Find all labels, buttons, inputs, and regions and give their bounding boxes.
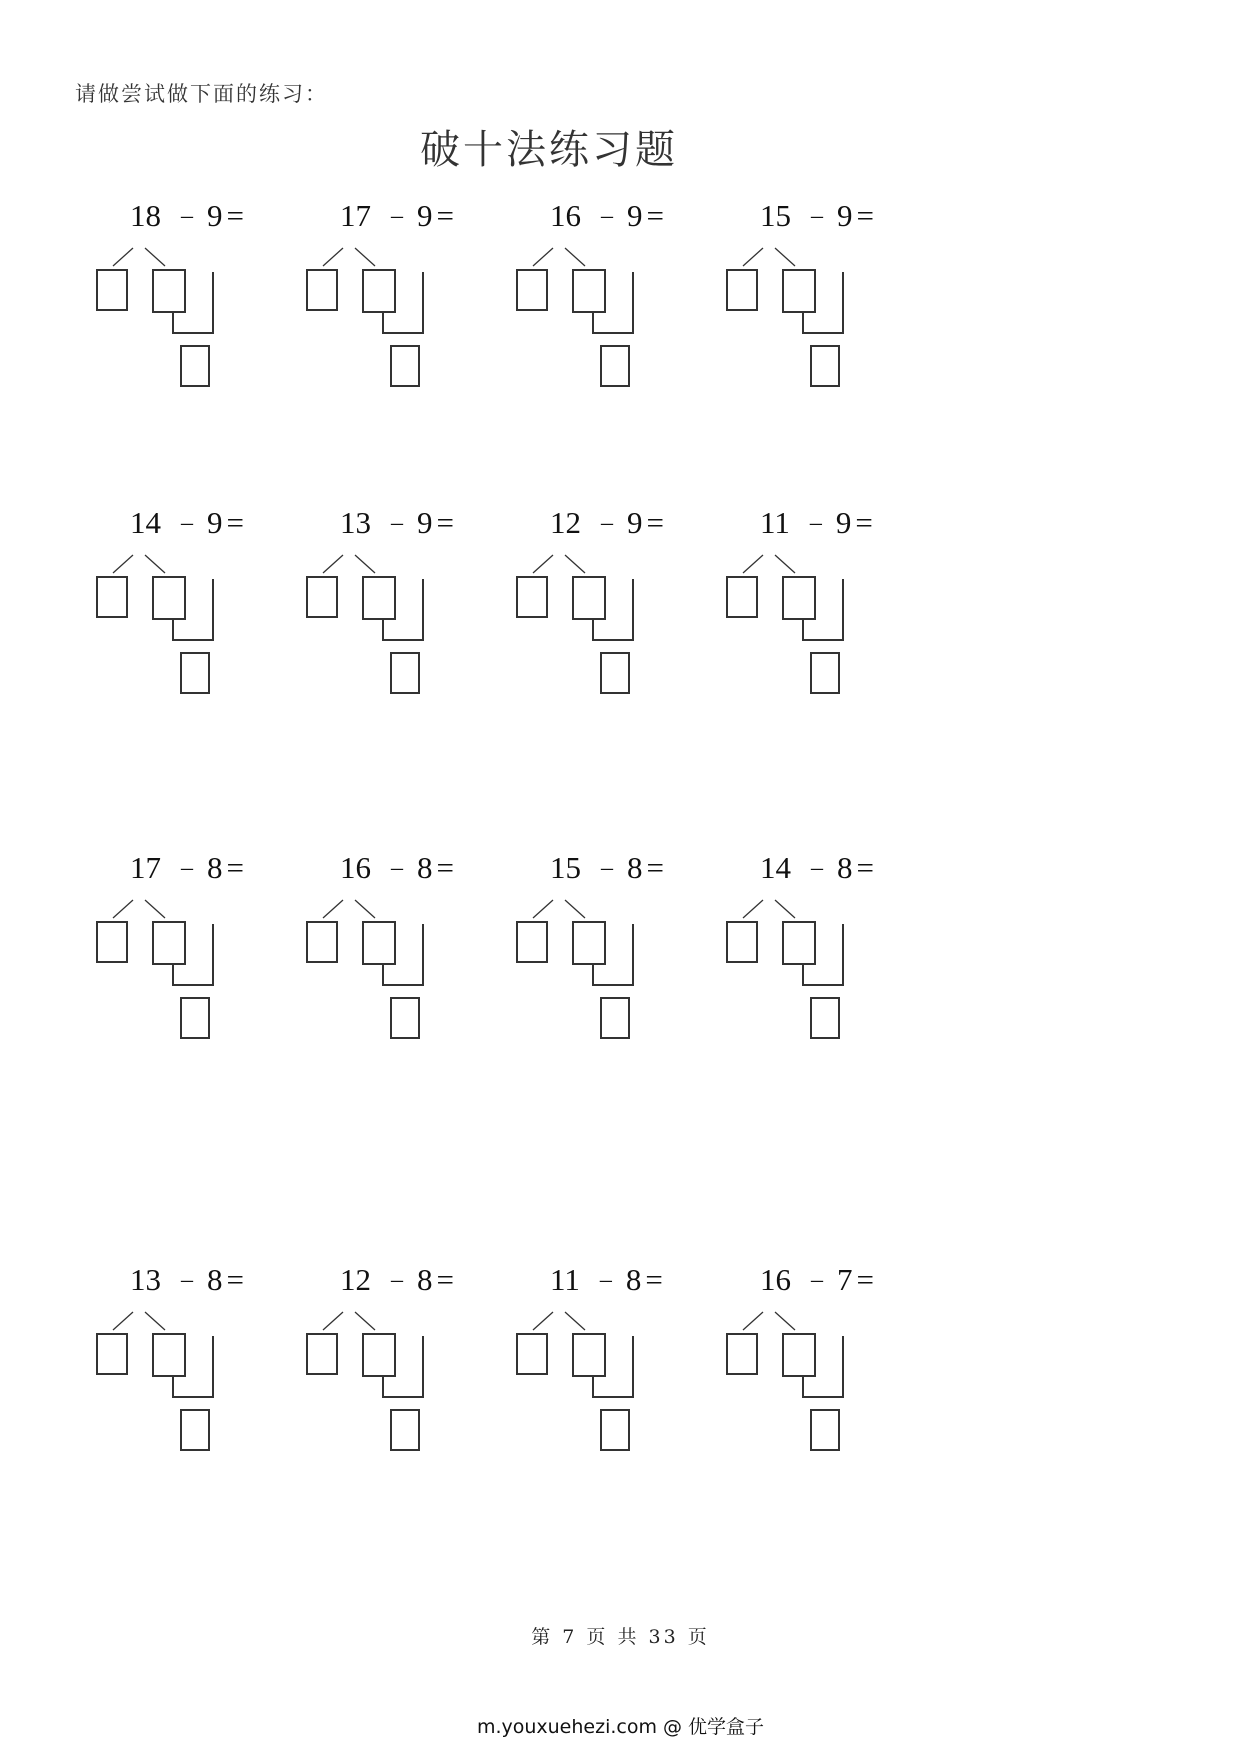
subtraction-problem xyxy=(515,505,745,735)
bracket-line xyxy=(593,579,633,640)
left-branch-line xyxy=(113,900,133,918)
decomposition-diagram xyxy=(95,890,235,1050)
right-branch-line xyxy=(775,1312,795,1330)
bracket-line xyxy=(593,272,633,333)
result-box[interactable] xyxy=(391,653,419,693)
minus-sign: – xyxy=(601,855,613,881)
subtrahend-number: 9 xyxy=(417,505,433,540)
problem-equation xyxy=(340,1262,454,1298)
result-box[interactable] xyxy=(811,1410,839,1450)
answer-box[interactable] xyxy=(727,270,757,310)
bracket-line xyxy=(803,272,843,333)
minus-sign: – xyxy=(601,510,613,536)
minuend-number: 13 xyxy=(130,1262,161,1297)
result-box[interactable] xyxy=(181,653,209,693)
answer-box[interactable] xyxy=(517,270,547,310)
minus-sign: – xyxy=(391,510,403,536)
answer-box[interactable] xyxy=(517,1334,547,1374)
subtrahend-number: 8 xyxy=(417,1262,433,1297)
equals-sign: = xyxy=(226,850,244,885)
left-branch-line xyxy=(533,1312,553,1330)
result-box[interactable] xyxy=(811,653,839,693)
subtrahend-number: 9 xyxy=(207,505,223,540)
equals-sign: = xyxy=(856,198,874,233)
result-box[interactable] xyxy=(601,653,629,693)
subtraction-problem xyxy=(515,850,745,1080)
minuend-number: 18 xyxy=(130,198,161,233)
answer-box[interactable] xyxy=(307,577,337,617)
minus-sign: – xyxy=(601,203,613,229)
right-branch-line xyxy=(145,248,165,266)
subtraction-problem xyxy=(515,1262,745,1492)
subtrahend-number: 9 xyxy=(627,198,643,233)
decomposition-diagram xyxy=(725,238,865,398)
equals-sign: = xyxy=(646,198,664,233)
decomposition-diagram xyxy=(95,545,235,705)
subtrahend-number: 9 xyxy=(207,198,223,233)
problem-equation xyxy=(550,198,664,234)
right-branch-line xyxy=(355,900,375,918)
answer-box[interactable] xyxy=(363,922,395,964)
bracket-line xyxy=(173,924,213,985)
answer-box[interactable] xyxy=(97,1334,127,1374)
subtrahend-number: 9 xyxy=(627,505,643,540)
left-branch-line xyxy=(113,248,133,266)
subtraction-problem xyxy=(515,198,745,428)
right-branch-line xyxy=(145,555,165,573)
equals-sign: = xyxy=(646,850,664,885)
right-branch-line xyxy=(355,1312,375,1330)
minus-sign: – xyxy=(391,203,403,229)
answer-box[interactable] xyxy=(363,1334,395,1376)
left-branch-line xyxy=(533,555,553,573)
answer-box[interactable] xyxy=(363,577,395,619)
left-branch-line xyxy=(113,555,133,573)
problem-equation xyxy=(340,850,454,886)
decomposition-diagram xyxy=(305,545,445,705)
bracket-line xyxy=(803,579,843,640)
bracket-line xyxy=(383,924,423,985)
right-branch-line xyxy=(565,900,585,918)
minus-sign: – xyxy=(391,1267,403,1293)
decomposition-diagram xyxy=(95,238,235,398)
minuend-number: 11 xyxy=(760,505,790,540)
problem-equation xyxy=(550,505,664,541)
answer-box[interactable] xyxy=(307,922,337,962)
worksheet-title: 破十法练习题 xyxy=(420,127,678,173)
right-branch-line xyxy=(145,1312,165,1330)
result-box[interactable] xyxy=(181,998,209,1038)
bracket-line xyxy=(593,1336,633,1397)
right-branch-line xyxy=(775,900,795,918)
subtraction-problem xyxy=(305,1262,535,1492)
minus-sign: – xyxy=(809,510,822,536)
subtraction-problem xyxy=(305,198,535,428)
result-box[interactable] xyxy=(181,1410,209,1450)
subtraction-problem xyxy=(95,850,325,1080)
left-branch-line xyxy=(323,555,343,573)
problem-equation xyxy=(760,850,874,886)
result-box[interactable] xyxy=(391,998,419,1038)
result-box[interactable] xyxy=(391,1410,419,1450)
right-branch-line xyxy=(355,248,375,266)
subtrahend-number: 8 xyxy=(207,850,223,885)
minuend-number: 16 xyxy=(550,198,581,233)
answer-box[interactable] xyxy=(307,270,337,310)
minuend-number: 17 xyxy=(130,850,161,885)
problem-equation xyxy=(130,198,244,234)
equals-sign: = xyxy=(856,850,874,885)
answer-box[interactable] xyxy=(783,922,815,964)
answer-box[interactable] xyxy=(153,577,185,619)
right-branch-line xyxy=(145,900,165,918)
minus-sign: – xyxy=(181,510,193,536)
equals-sign: = xyxy=(226,505,244,540)
subtraction-problem xyxy=(305,850,535,1080)
decomposition-diagram xyxy=(305,238,445,398)
decomposition-diagram xyxy=(515,238,655,398)
problem-equation xyxy=(550,850,664,886)
answer-box[interactable] xyxy=(97,922,127,962)
subtraction-problem xyxy=(725,850,955,1080)
decomposition-diagram xyxy=(95,1302,235,1462)
minuend-number: 15 xyxy=(550,850,581,885)
subtraction-problem xyxy=(725,1262,955,1492)
page-number: 第 7 页 共 33 页 xyxy=(531,1626,710,1648)
problem-equation xyxy=(340,198,454,234)
left-branch-line xyxy=(743,248,763,266)
equals-sign: = xyxy=(645,1262,663,1297)
minus-sign: – xyxy=(181,203,193,229)
equals-sign: = xyxy=(436,198,454,233)
subtraction-problem xyxy=(725,505,955,735)
result-box[interactable] xyxy=(181,346,209,386)
right-branch-line xyxy=(565,248,585,266)
answer-box[interactable] xyxy=(517,577,547,617)
equals-sign: = xyxy=(436,1262,454,1297)
right-branch-line xyxy=(565,555,585,573)
problem-equation xyxy=(340,505,454,541)
minuend-number: 17 xyxy=(340,198,371,233)
subtrahend-number: 8 xyxy=(625,1262,642,1297)
bracket-line xyxy=(803,1336,843,1397)
minuend-number: 16 xyxy=(340,850,371,885)
right-branch-line xyxy=(775,555,795,573)
problem-equation xyxy=(130,1262,244,1298)
answer-box[interactable] xyxy=(727,1334,757,1374)
equals-sign: = xyxy=(436,850,454,885)
answer-box[interactable] xyxy=(573,577,605,619)
equals-sign: = xyxy=(855,505,873,540)
equals-sign: = xyxy=(226,198,244,233)
decomposition-diagram xyxy=(305,1302,445,1462)
bracket-line xyxy=(173,1336,213,1397)
result-box[interactable] xyxy=(601,346,629,386)
subtraction-problem xyxy=(725,198,955,428)
bracket-line xyxy=(173,579,213,640)
answer-box[interactable] xyxy=(153,1334,185,1376)
answer-box[interactable] xyxy=(153,270,185,312)
minuend-number: 12 xyxy=(550,505,581,540)
bracket-line xyxy=(383,1336,423,1397)
intro-text: 请做尝试做下面的练习： xyxy=(75,82,328,106)
decomposition-diagram xyxy=(725,890,865,1050)
right-branch-line xyxy=(355,555,375,573)
minuend-number: 15 xyxy=(760,198,791,233)
subtrahend-number: 9 xyxy=(837,198,853,233)
subtrahend-number: 8 xyxy=(417,850,433,885)
minus-sign: – xyxy=(599,1267,612,1293)
bracket-line xyxy=(803,924,843,985)
bracket-line xyxy=(383,579,423,640)
subtrahend-number: 8 xyxy=(207,1262,223,1297)
left-branch-line xyxy=(113,1312,133,1330)
decomposition-diagram xyxy=(515,545,655,705)
subtrahend-number: 7 xyxy=(837,1262,853,1297)
decomposition-diagram xyxy=(305,890,445,1050)
site-footer: m.youxuehezi.com @ 优学盒子 xyxy=(476,1716,765,1738)
problem-equation xyxy=(760,505,873,541)
answer-box[interactable] xyxy=(727,577,757,617)
minus-sign: – xyxy=(811,203,823,229)
result-box[interactable] xyxy=(811,346,839,386)
problem-equation xyxy=(130,505,244,541)
minus-sign: – xyxy=(811,1267,823,1293)
minuend-number: 14 xyxy=(760,850,791,885)
answer-box[interactable] xyxy=(573,1334,605,1376)
decomposition-diagram xyxy=(515,1302,655,1462)
subtraction-problem xyxy=(95,198,325,428)
left-branch-line xyxy=(743,555,763,573)
problem-equation xyxy=(760,1262,874,1298)
left-branch-line xyxy=(743,1312,763,1330)
minuend-number: 16 xyxy=(760,1262,791,1297)
answer-box[interactable] xyxy=(573,270,605,312)
subtrahend-number: 9 xyxy=(417,198,433,233)
minuend-number: 13 xyxy=(340,505,371,540)
problem-equation xyxy=(550,1262,663,1298)
minus-sign: – xyxy=(181,855,193,881)
answer-box[interactable] xyxy=(97,270,127,310)
left-branch-line xyxy=(323,1312,343,1330)
left-branch-line xyxy=(533,900,553,918)
answer-box[interactable] xyxy=(517,922,547,962)
subtraction-problem xyxy=(95,505,325,735)
bracket-line xyxy=(593,924,633,985)
answer-box[interactable] xyxy=(727,922,757,962)
equals-sign: = xyxy=(226,1262,244,1297)
left-branch-line xyxy=(323,248,343,266)
subtrahend-number: 8 xyxy=(837,850,853,885)
equals-sign: = xyxy=(856,1262,874,1297)
minus-sign: – xyxy=(181,1267,193,1293)
left-branch-line xyxy=(323,900,343,918)
answer-box[interactable] xyxy=(307,1334,337,1374)
subtraction-problem xyxy=(95,1262,325,1492)
subtrahend-number: 9 xyxy=(835,505,852,540)
minuend-number: 12 xyxy=(340,1262,371,1297)
result-box[interactable] xyxy=(601,1410,629,1450)
right-branch-line xyxy=(775,248,795,266)
left-branch-line xyxy=(743,900,763,918)
minus-sign: – xyxy=(391,855,403,881)
decomposition-diagram xyxy=(725,1302,865,1462)
result-box[interactable] xyxy=(391,346,419,386)
subtrahend-number: 8 xyxy=(627,850,643,885)
result-box[interactable] xyxy=(601,998,629,1038)
decomposition-diagram xyxy=(725,545,865,705)
answer-box[interactable] xyxy=(783,1334,815,1376)
problem-equation xyxy=(130,850,244,886)
minus-sign: – xyxy=(811,855,823,881)
bracket-line xyxy=(383,272,423,333)
answer-box[interactable] xyxy=(97,577,127,617)
result-box[interactable] xyxy=(811,998,839,1038)
bracket-line xyxy=(173,272,213,333)
minuend-number: 11 xyxy=(550,1262,580,1297)
answer-box[interactable] xyxy=(783,577,815,619)
subtraction-problem xyxy=(305,505,535,735)
decomposition-diagram xyxy=(515,890,655,1050)
equals-sign: = xyxy=(436,505,454,540)
answer-box[interactable] xyxy=(153,922,185,964)
problem-equation xyxy=(760,198,874,234)
answer-box[interactable] xyxy=(363,270,395,312)
equals-sign: = xyxy=(646,505,664,540)
minuend-number: 14 xyxy=(130,505,161,540)
answer-box[interactable] xyxy=(783,270,815,312)
answer-box[interactable] xyxy=(573,922,605,964)
right-branch-line xyxy=(565,1312,585,1330)
left-branch-line xyxy=(533,248,553,266)
